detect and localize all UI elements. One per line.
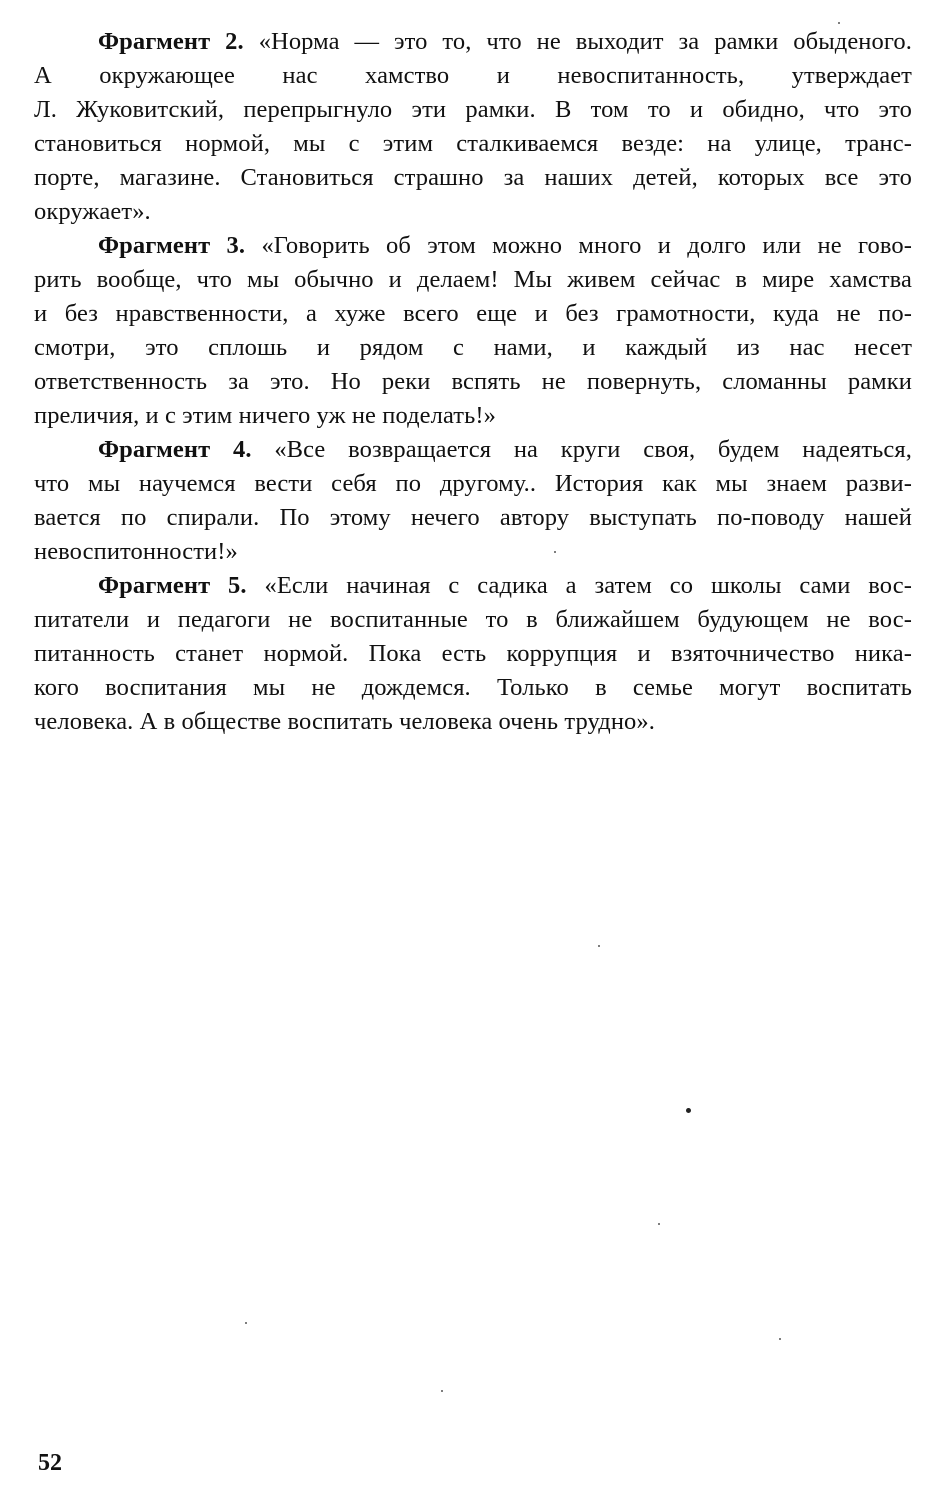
scan-speck	[245, 1322, 247, 1324]
fragment-2-label: Фрагмент 2.	[98, 28, 244, 55]
fragment-3-line-3: и без нравственности, а хуже всего еще и без грамотности, куда не по-	[34, 300, 912, 327]
fragment-2-line-6: окружает».	[34, 198, 151, 225]
scan-speck	[686, 1108, 691, 1113]
scan-speck	[598, 945, 600, 947]
scan-speck	[779, 1338, 781, 1340]
fragment-4-line-1	[98, 433, 912, 467]
scan-speck	[441, 1390, 443, 1392]
fragment-2-line-1	[98, 25, 912, 59]
fragment-2-line-5: порте, магазине. Становиться страшно за наших детей, которых все это	[34, 164, 912, 191]
fragment-3-line-6: преличия, и с этим ничего уж не поделать!»	[34, 402, 496, 429]
fragment-5-text: «Если начиная с садика а затем со школы сами вос-	[264, 572, 912, 599]
fragment-2-line-4: становиться нормой, мы с этим сталкиваемся везде: на улице, транс-	[34, 130, 912, 157]
fragment-3-text: «Говорить об этом можно много и долго или не гово-	[261, 232, 912, 259]
fragment-3-label: Фрагмент 3.	[98, 232, 246, 259]
fragment-5-line-3: питанность станет нормой. Пока есть коррупция и взяточничество ника-	[34, 640, 912, 667]
fragment-5-line-4: кого воспитания мы не дождемся. Только в семье могут воспитать	[34, 674, 912, 701]
fragment-4-label: Фрагмент 4.	[98, 436, 252, 463]
fragment-4-line-4: невоспитонности!»	[34, 538, 238, 565]
scan-speck	[838, 22, 840, 24]
fragment-4-line-3: вается по спирали. По этому нечего автору выступать по-поводу нашей	[34, 504, 912, 531]
fragment-2-text: «Норма — это то, что не выходит за рамки обыденого.	[258, 28, 912, 55]
fragment-2-line-2: А окружающее нас хамство и невоспитанность, утверждает	[34, 62, 912, 89]
fragment-2-line-3: Л. Жуковитский, перепрыгнуло эти рамки. В том то и обидно, что это	[34, 96, 912, 123]
fragment-4-text: «Все возвращается на круги своя, будем надеяться,	[274, 436, 912, 463]
fragment-3-line-5: ответственность за это. Но реки вспять не повернуть, сломанны рамки	[34, 368, 912, 395]
scan-speck	[554, 551, 556, 553]
fragment-5-line-5: человека. А в обществе воспитать человека очень трудно».	[34, 708, 655, 735]
fragment-3-line-4: смотри, это сплошь и рядом с нами, и каждый из нас несет	[34, 334, 912, 361]
fragment-3-line-1	[98, 229, 912, 263]
fragment-5-label: Фрагмент 5.	[98, 572, 247, 599]
fragment-4-line-2: что мы научемся вести себя по другому.. История как мы знаем разви-	[34, 470, 912, 497]
fragment-3-line-2: рить вообще, что мы обычно и делаем! Мы живем сейчас в мире хамства	[34, 266, 912, 293]
page-number: 52	[38, 1450, 62, 1476]
fragment-5-line-1	[98, 569, 912, 603]
fragment-5-line-2: питатели и педагоги не воспитанные то в ближайшем будующем не вос-	[34, 606, 912, 633]
scan-speck	[658, 1223, 660, 1225]
